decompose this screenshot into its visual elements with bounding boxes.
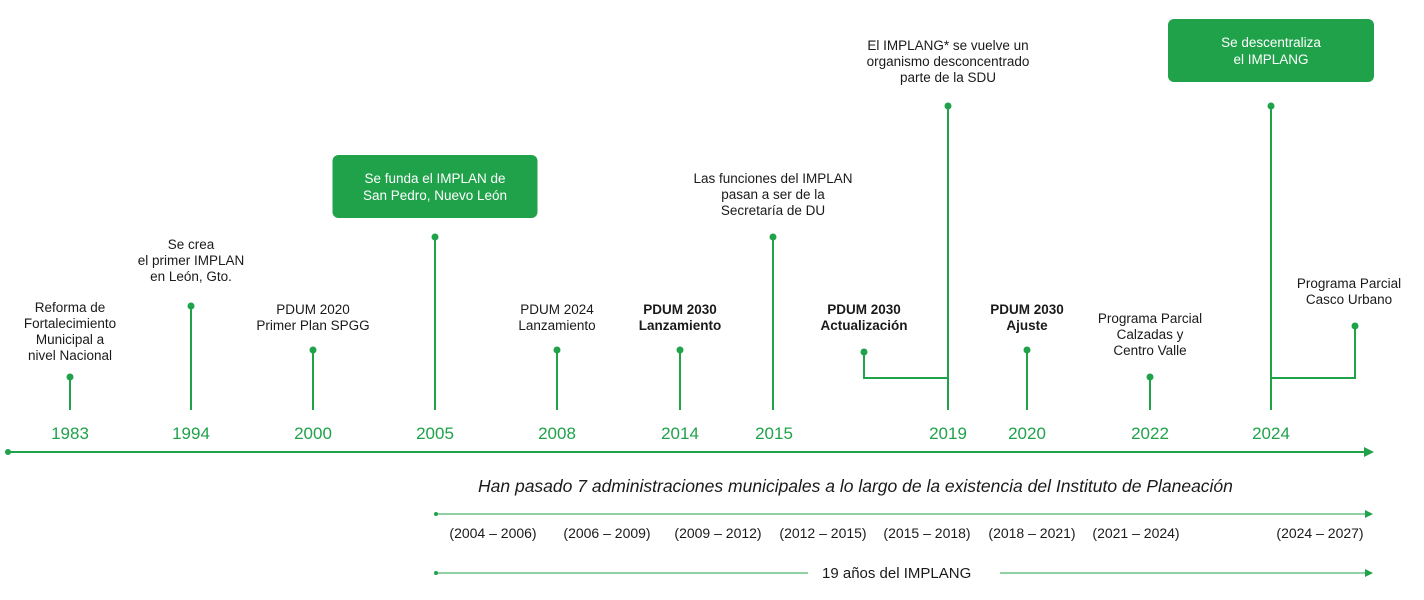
year-label: 2015	[755, 424, 793, 443]
event-label-2015: Las funciones del IMPLAN pasan a ser de la Secretaría de DU	[693, 171, 853, 218]
administrations-caption: Han pasado 7 administraciones municipales a lo largo de la existencia del Instituto de Planeación	[478, 476, 1233, 496]
period-label: (2012 – 2015)	[779, 525, 867, 541]
event-label-casco-urbano: Programa Parcial Casco Urbano	[1296, 276, 1402, 307]
period-label: (2021 – 2024)	[1092, 525, 1180, 541]
year-label: 2000	[294, 424, 332, 443]
periods-arrow-icon	[1365, 510, 1373, 518]
year-label: 2024	[1252, 424, 1290, 443]
period-label: (2024 – 2027)	[1276, 525, 1364, 541]
event-label-2014: PDUM 2030 Lanzamiento	[638, 302, 722, 333]
axis-start-dot	[5, 449, 11, 455]
year-label: 2020	[1008, 424, 1046, 443]
year-label: 2008	[538, 424, 576, 443]
summary-arrow-icon	[1365, 569, 1373, 577]
event-label-actualizacion: PDUM 2030 Actualización	[820, 302, 908, 333]
event-box-2005: Se funda el IMPLAN de San Pedro, Nuevo León	[333, 155, 538, 218]
event-label-2019: El IMPLANG* se vuelve un organismo desconcentrado parte de la SDU	[866, 38, 1030, 85]
period-label: (2009 – 2012)	[674, 525, 762, 541]
period-label: (2006 – 2009)	[563, 525, 651, 541]
years-summary: 19 años del IMPLANG	[822, 565, 972, 582]
year-label: 2022	[1131, 424, 1169, 443]
period-label: (2015 – 2018)	[883, 525, 971, 541]
period-label: (2004 – 2006)	[449, 525, 537, 541]
event-label-2000: PDUM 2020 Primer Plan SPGG	[256, 302, 370, 333]
event-box-2024: Se descentraliza el IMPLANG	[1168, 19, 1374, 82]
event-label-1983: Reforma de Fortalecimiento Municipal a nivel Nacional	[23, 300, 117, 363]
event-label-2008: PDUM 2024 Lanzamiento	[518, 302, 596, 333]
period-label: (2018 – 2021)	[988, 525, 1076, 541]
event-stems	[67, 103, 1359, 411]
year-label: 1983	[51, 424, 89, 443]
event-label-2020: PDUM 2030 Ajuste	[990, 302, 1064, 333]
year-label: 2005	[416, 424, 454, 443]
event-label-2022: Programa Parcial Calzadas y Centro Valle	[1097, 311, 1203, 358]
axis-arrow-icon	[1364, 447, 1374, 457]
year-label: 1994	[172, 424, 210, 443]
year-label: 2019	[929, 424, 967, 443]
stem-actualizacion	[864, 352, 948, 378]
year-label: 2014	[661, 424, 699, 443]
event-label-1994: Se crea el primer IMPLAN en León, Gto.	[137, 237, 245, 284]
stem-casco-urbano	[1271, 326, 1355, 378]
